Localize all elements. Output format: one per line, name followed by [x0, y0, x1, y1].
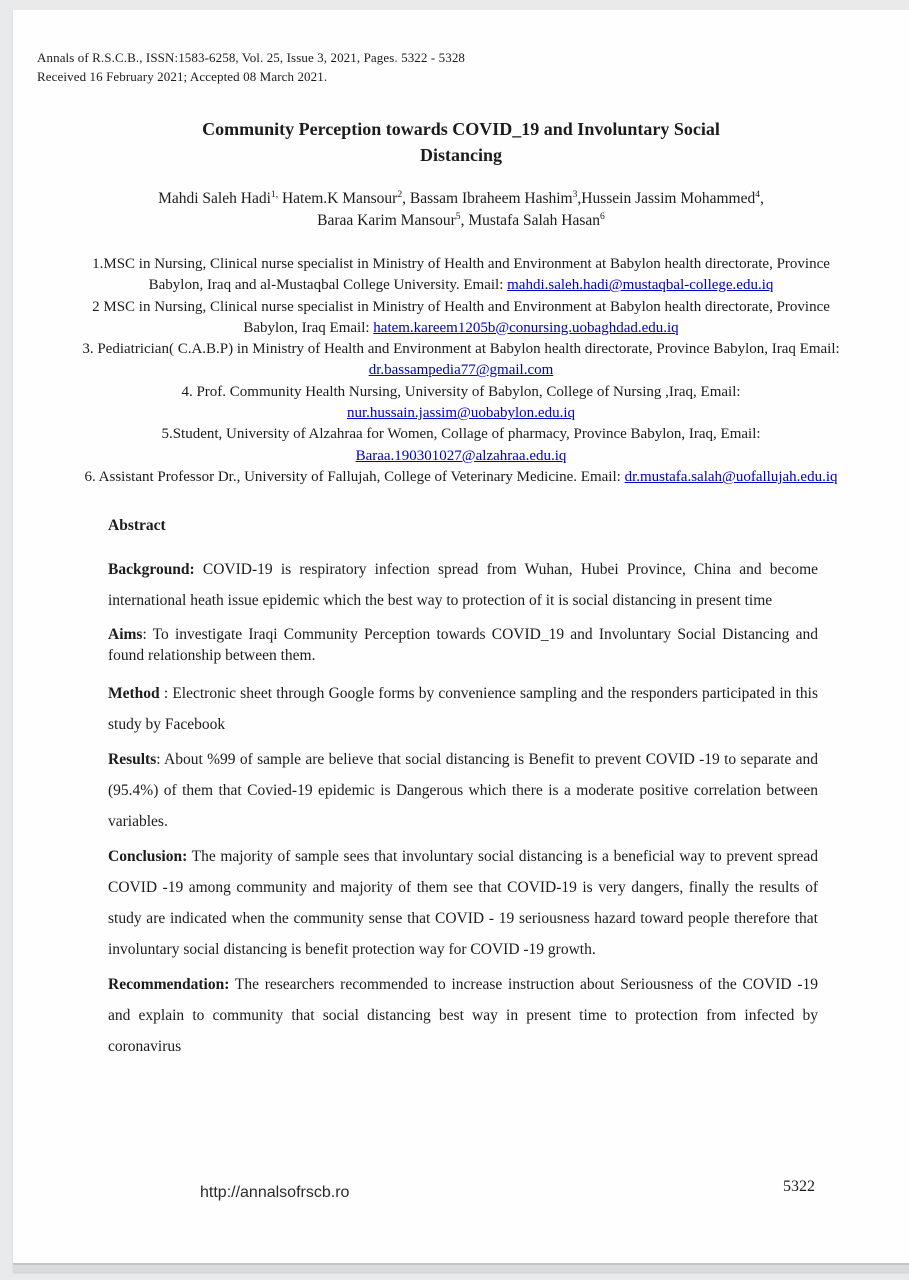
abstract-section: [13, 516, 909, 1062]
affiliation-line: [66, 297, 856, 340]
paragraph-label: Background:: [108, 561, 195, 579]
affiliation-text: 1.MSC in Nursing, Clinical nurse specialist in Ministry of Health and Environment at Babylon health directorate, Province Babylon, Iraq and al-Mustaqbal College University. Email:: [92, 256, 830, 294]
email-link[interactable]: nur.hussain.jassim@uobabylon.edu.iq: [347, 405, 575, 422]
author-superscript: 2: [397, 188, 403, 200]
abstract-paragraph: Aims: To investigate Iraqi Community Perception towards COVID_19 and Involuntary Social Distancing and found relationship between them.: [108, 626, 818, 665]
paper-title-line2: Distancing: [419, 145, 502, 165]
author-superscript: 5: [455, 210, 461, 222]
journal-header-line1: Annals of R.S.C.B., ISSN:1583-6258, Vol. 25, Issue 3, 2021, Pages. 5322 - 5328: [37, 50, 466, 65]
paragraph-label: Conclusion:: [108, 848, 188, 866]
author-name: Hatem.K Mansour: [278, 190, 398, 207]
authors-line: [139, 188, 784, 232]
footer-url: http://annalsofrscb.ro: [200, 1184, 350, 1201]
journal-header: [13, 10, 909, 86]
affiliation-line: [66, 424, 856, 467]
abstract-paragraph: Recommendation: The researchers recommended to increase instruction about Seriousness of the COVID -19 and explain to community that social distancing best way in present time to protection from infected by coronavirus: [108, 976, 818, 1056]
abstract-paragraph: Background: COVID-19 is respiratory infection spread from Wuhan, Hubei Province, China and become international heath issue epidemic which the best way to protection of it is social distancing in present time: [108, 561, 818, 610]
email-link[interactable]: hatem.kareem1205b@conursing.uobaghdad.edu.iq: [373, 319, 679, 336]
email-link[interactable]: dr.bassampedia77@gmail.com: [368, 362, 554, 379]
paragraph-label: Method: [108, 685, 164, 703]
affiliation-line: [66, 339, 856, 382]
paper-title-line1: Community Perception towards COVID_19 and Involuntary Social: [202, 119, 720, 139]
author-superscript: 6: [600, 210, 605, 222]
author-name: , Mustafa Salah Hasan: [460, 212, 601, 229]
abstract-paragraphs: [108, 554, 818, 1062]
abstract-paragraph: Method : Electronic sheet through Google forms by convenience sampling and the responders participated in this study by Facebook: [108, 685, 818, 734]
paragraph-label: Results: [108, 751, 157, 769]
affiliation-text: 4. Prof. Community Health Nursing, University of Babylon, College of Nursing ,Iraq, Email:: [181, 383, 741, 400]
paragraph-label: Recommendation:: [108, 976, 230, 994]
author-name: ,Hussein Jassim Mohammed: [577, 190, 756, 207]
affiliations-block: [66, 254, 856, 488]
paragraph-label: Aims: [108, 626, 143, 644]
affiliation-line: [66, 382, 856, 425]
email-link[interactable]: Baraa.190301027@alzahraa.edu.iq: [355, 447, 567, 464]
paper-title: [13, 116, 909, 168]
document-page: [13, 10, 909, 1272]
abstract-heading: Abstract: [108, 517, 166, 535]
journal-header-line2: Received 16 February 2021; Accepted 08 March 2021.: [37, 69, 328, 84]
email-link[interactable]: mahdi.saleh.hadi@mustaqbal-college.edu.iq: [507, 277, 774, 294]
abstract-paragraph: Conclusion: The majority of sample sees that involuntary social distancing is a beneficial way to prevent spread COVID -19 among community and majority of them see that COVID-19 is very dangers, finally the results of study are indicated when the community sense that COVID - 19 seriousness hazard toward people therefore that involuntary social distancing is benefit protection way for COVID -19 growth.: [108, 848, 818, 959]
affiliation-line: [66, 467, 856, 488]
author-name: , Bassam Ibraheem Hashim: [402, 190, 573, 207]
author-superscript: 3: [572, 188, 578, 200]
page-bottom-edge: [13, 1263, 909, 1272]
affiliation-text: 2 MSC in Nursing, Clinical nurse specialist in Ministry of Health and Environment at Babylon health directorate, Province Babylon, Iraq Email:: [92, 298, 830, 336]
author-superscript: 4: [755, 188, 761, 200]
author-name: Mahdi Saleh Hadi: [158, 190, 271, 207]
author-superscript: 1,: [270, 188, 279, 200]
affiliation-line: [66, 254, 856, 297]
author-name: , Baraa Karim Mansour: [317, 190, 764, 229]
abstract-paragraph: Results: About %99 of sample are believe that social distancing is Benefit to prevent COVID -19 to separate and (95.4%) of them that Covied-19 epidemic is Dangerous which there is a moderate positive correlation between variables.: [108, 751, 818, 831]
page-number: 5322: [783, 1178, 815, 1195]
affiliation-text: 5.Student, University of Alzahraa for Women, Collage of pharmacy, Province Babylon, Iraq, Email:: [161, 426, 761, 443]
email-link[interactable]: dr.mustafa.salah@uofallujah.edu.iq: [624, 468, 838, 485]
affiliation-text: 6. Assistant Professor Dr., University of Fallujah, College of Veterinary Medicine. Email:: [84, 468, 625, 485]
affiliation-text: 3. Pediatrician( C.A.B.P) in Ministry of Health and Environment at Babylon health directorate, Province Babylon, Iraq Email:: [82, 341, 840, 358]
